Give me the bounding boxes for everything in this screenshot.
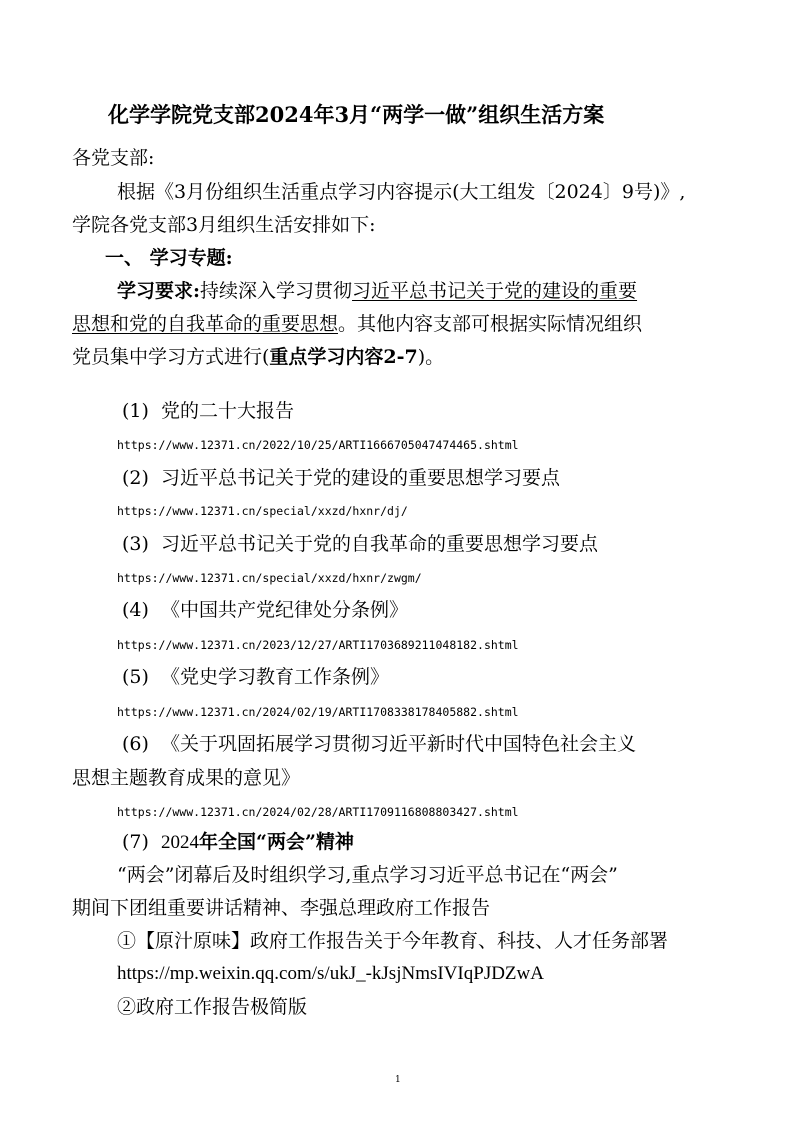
requirement-text-1: 持续深入学习贯彻 — [200, 280, 353, 302]
requirement-line-3 — [72, 345, 444, 369]
list-item — [122, 399, 294, 423]
list-item — [122, 598, 408, 622]
item-title-continued: 思想主题教育成果的意见》 — [72, 767, 301, 789]
intro-line-1: 根据《3月份组织生活重点学习内容提示(大工组发〔2024〕9号)》, — [117, 181, 686, 203]
section-1-heading: 一、 学习专题: — [105, 247, 233, 269]
item-title: 习近平总书记关于党的建设的重要思想学习要点 — [161, 467, 561, 489]
requirement-underlined-1: 习近平总书记关于党的建设的重要 — [352, 280, 638, 302]
item-number: (1) — [122, 400, 149, 422]
item-link[interactable]: https://www.12371.cn/special/xxzd/hxnr/zwgm/ — [117, 571, 422, 585]
item-title-bold: “两会”精神 — [256, 831, 354, 853]
item-title: 《中国共产党纪律处分条例》 — [161, 599, 409, 621]
sub-item-2: ②政府工作报告极简版 — [117, 996, 308, 1018]
requirement-line-3-a: 党员集中学习方式进行( — [72, 346, 270, 368]
requirement-line-2 — [72, 312, 642, 336]
requirement-underlined-2: 思想和党的自我革命的重要思想 — [72, 313, 339, 335]
salutation: 各党支部: — [72, 147, 155, 169]
list-item — [122, 665, 389, 689]
page-title: 化学学院党支部2024年3月“两学一做”组织生活方案 — [108, 102, 605, 127]
item-title: 《关于巩固拓展学习贯彻习近平新时代中国特色社会主义 — [161, 733, 637, 755]
intro-line-2: 学院各党支部3月组织生活安排如下: — [72, 214, 376, 236]
item-title: 《党史学习教育工作条例》 — [161, 666, 390, 688]
item-year: 2024 — [161, 832, 200, 853]
item-number: (3) — [122, 533, 149, 555]
list-item — [122, 732, 636, 756]
item-title: 年全国 — [199, 831, 257, 853]
lianghui-line-2: 期间下团组重要讲话精神、李强总理政府工作报告 — [72, 897, 491, 919]
item-number: (5) — [122, 666, 149, 688]
sub-item-1-link[interactable]: https://mp.weixin.qq.com/s/ukJ_-kJsjNmsIVIqPJDZwA — [117, 963, 544, 984]
list-item — [122, 830, 354, 855]
requirement-line-3-c: )。 — [417, 346, 445, 368]
item-title: 党的二十大报告 — [161, 400, 295, 422]
sub-item-1: ①【原汁原味】政府工作报告关于今年教育、科技、人才任务部署 — [117, 930, 669, 952]
item-link[interactable]: https://www.12371.cn/2024/02/19/ARTI1708338178405882.shtml — [117, 705, 519, 719]
requirement-line-1 — [117, 279, 637, 303]
lianghui-line-1: “两会”闭幕后及时组织学习,重点学习习近平总书记在“两会” — [117, 864, 618, 886]
item-number: (2) — [122, 467, 149, 489]
item-link[interactable]: https://www.12371.cn/2024/02/28/ARTI1709116808803427.shtml — [117, 805, 519, 819]
key-content-range: 重点学习内容2-7 — [269, 346, 418, 368]
requirement-label: 学习要求: — [117, 280, 201, 302]
item-link[interactable]: https://www.12371.cn/2023/12/27/ARTI1703689211048182.shtml — [117, 638, 519, 652]
list-item — [122, 532, 598, 556]
item-number: (6) — [122, 733, 149, 755]
page-number: 1 — [395, 1075, 401, 1085]
item-number: (7) — [122, 831, 149, 853]
item-title: 习近平总书记关于党的自我革命的重要思想学习要点 — [161, 533, 599, 555]
item-link[interactable]: https://www.12371.cn/special/xxzd/hxnr/dj/ — [117, 504, 408, 518]
item-link[interactable]: https://www.12371.cn/2022/10/25/ARTI1666705047474465.shtml — [117, 438, 519, 452]
list-item — [122, 466, 560, 490]
item-number: (4) — [122, 599, 149, 621]
requirement-text-2: 。其他内容支部可根据实际情况组织 — [338, 313, 643, 335]
